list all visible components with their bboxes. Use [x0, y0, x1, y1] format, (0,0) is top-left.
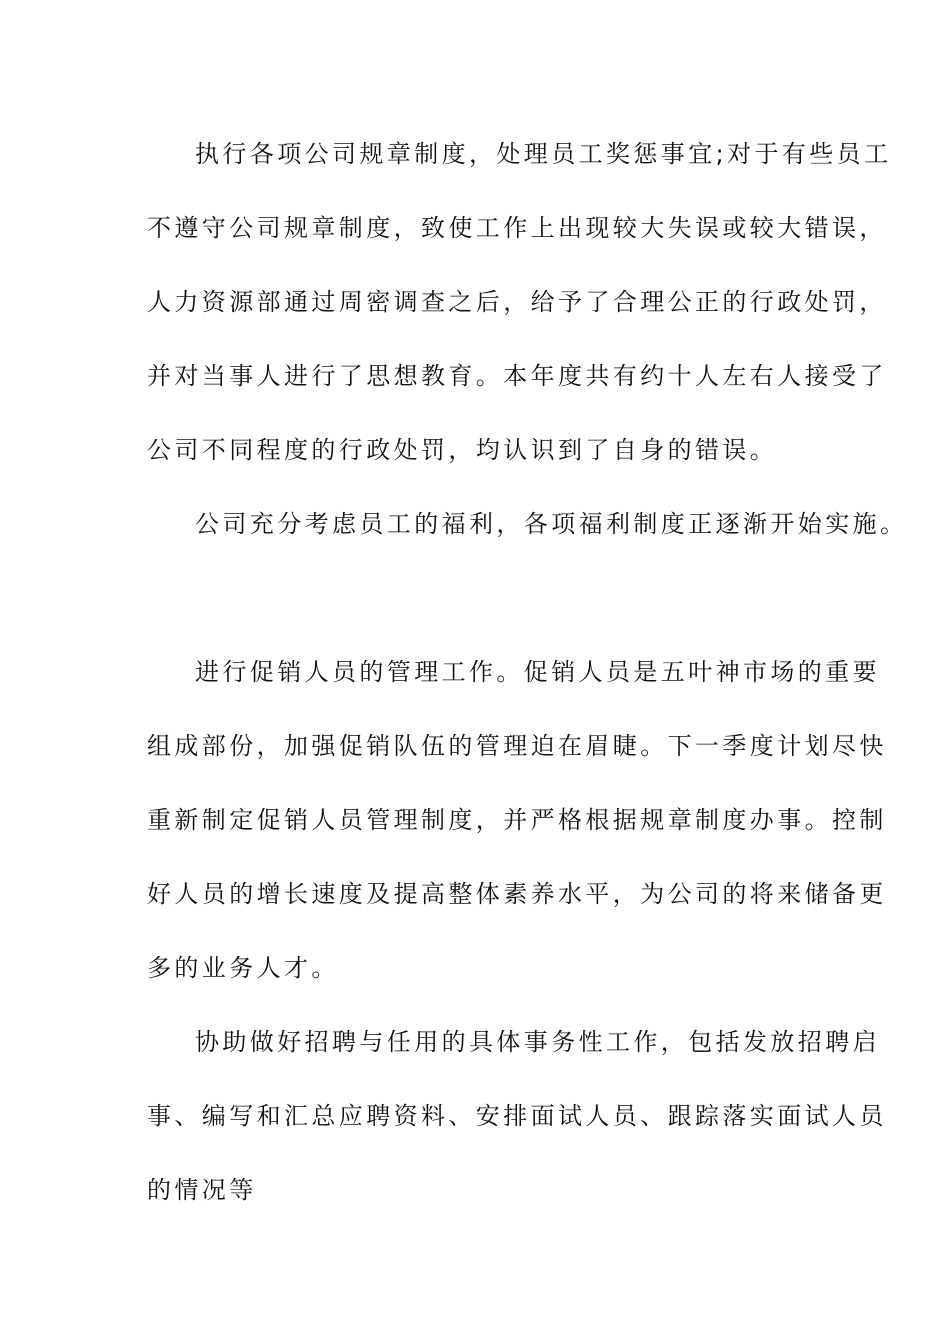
- paragraph-2-line-1: 公司充分考虑员工的福利，各项福利制度正逐渐开始实施。: [195, 510, 908, 538]
- paragraph-1-line-3: 人力资源部通过周密调查之后，给予了合理公正的行政处罚，: [147, 288, 887, 316]
- paragraph-1-line-4: 并对当事人进行了思想教育。本年度共有约十人左右人接受了: [147, 362, 887, 390]
- paragraph-3-line-2: 组成部份，加强促销队伍的管理迫在眉睫。下一季度计划尽快: [147, 732, 887, 760]
- paragraph-1-line-5: 公司不同程度的行政处罚，均认识到了自身的错误。: [147, 436, 778, 464]
- paragraph-4-line-1: 协助做好招聘与任用的具体事务性工作，包括发放招聘启: [195, 1028, 880, 1056]
- paragraph-3-line-1: 进行促销人员的管理工作。促销人员是五叶神市场的重要: [195, 658, 880, 686]
- paragraph-1-line-2: 不遵守公司规章制度，致使工作上出现较大失误或较大错误，: [147, 214, 887, 242]
- paragraph-3-line-5: 多的业务人才。: [147, 954, 339, 982]
- paragraph-4-line-3: 的情况等: [147, 1176, 257, 1204]
- paragraph-3-line-3: 重新制定促销人员管理制度，并严格根据规章制度办事。控制: [147, 806, 887, 834]
- paragraph-1-line-1: 执行各项公司规章制度，处理员工奖惩事宜;对于有些员工: [195, 140, 892, 168]
- paragraph-4-line-2: 事、编写和汇总应聘资料、安排面试人员、跟踪落实面试人员: [147, 1102, 887, 1130]
- paragraph-3-line-4: 好人员的增长速度及提高整体素养水平，为公司的将来储备更: [147, 880, 887, 908]
